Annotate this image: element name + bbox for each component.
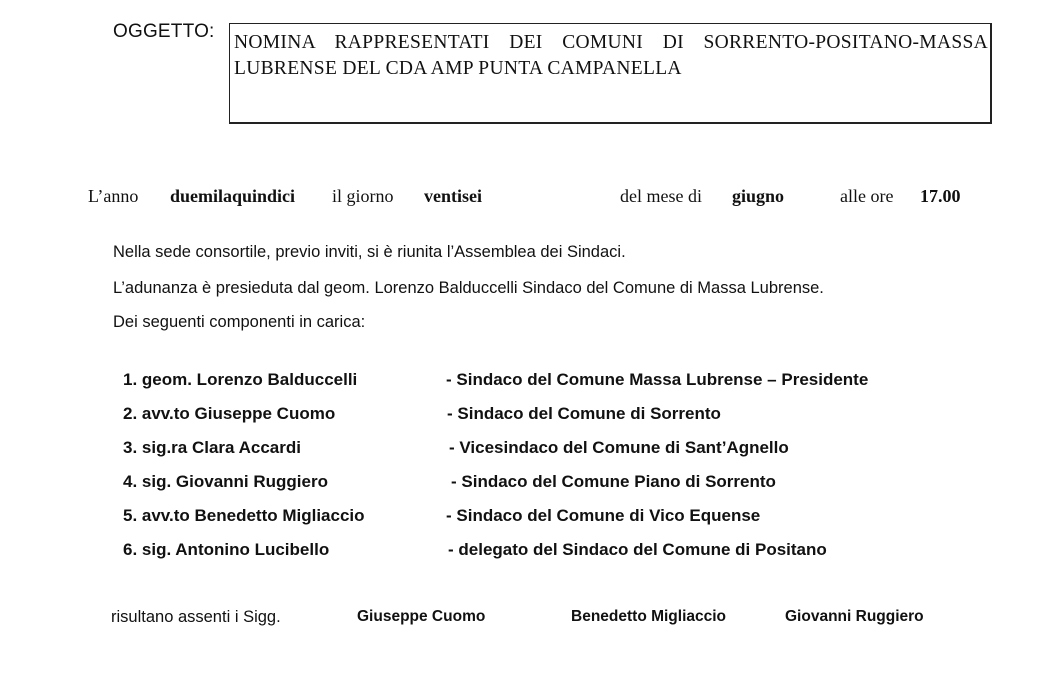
time-label: alle ore bbox=[840, 186, 894, 206]
subject-box bbox=[229, 23, 992, 124]
year-value: duemilaquindici bbox=[170, 186, 296, 206]
member-role: - Vicesindaco del Comune di Sant’Agnello bbox=[449, 438, 789, 457]
absent-label: risultano assenti i Sigg. bbox=[111, 608, 281, 626]
member-role: - Sindaco del Comune di Sorrento bbox=[447, 404, 721, 423]
intro-line-2: L’adunanza è presieduta dal geom. Lorenzo Balduccelli Sindaco del Comune di Massa Lubrense. bbox=[113, 279, 824, 297]
absent-name: Giovanni Ruggiero bbox=[785, 608, 924, 625]
month-label: del mese di bbox=[620, 186, 702, 206]
intro-line-3: Dei seguenti componenti in carica: bbox=[113, 313, 366, 331]
member-name: 5. avv.to Benedetto Migliaccio bbox=[123, 506, 365, 525]
member-name: 6. sig. Antonino Lucibello bbox=[123, 540, 330, 559]
month-value: giugno bbox=[732, 186, 785, 206]
member-role: - Sindaco del Comune Massa Lubrense – Presidente bbox=[446, 370, 869, 389]
absent-name: Benedetto Migliaccio bbox=[571, 608, 727, 625]
subject-text: NOMINA RAPPRESENTATI DEI COMUNI DI SORRENTO-POSITANO-MASSA LUBRENSE DEL CDA AMP PUNTA CAMPANELLA bbox=[234, 32, 988, 79]
member-role: - Sindaco del Comune di Vico Equense bbox=[446, 506, 761, 525]
subject-label: OGGETTO: bbox=[113, 21, 215, 42]
day-label: il giorno bbox=[332, 186, 394, 206]
intro-line-1: Nella sede consortile, previo inviti, si è riunita l’Assemblea dei Sindaci. bbox=[113, 243, 626, 261]
member-name: 4. sig. Giovanni Ruggiero bbox=[123, 472, 328, 491]
time-value: 17.00 bbox=[920, 186, 961, 206]
member-role: - delegato del Sindaco del Comune di Positano bbox=[448, 540, 827, 559]
member-name: 2. avv.to Giuseppe Cuomo bbox=[123, 404, 336, 423]
member-role: - Sindaco del Comune Piano di Sorrento bbox=[451, 472, 776, 491]
absent-name: Giuseppe Cuomo bbox=[357, 608, 486, 625]
year-label: L’anno bbox=[88, 186, 139, 206]
day-value: ventisei bbox=[424, 186, 482, 206]
member-name: 1. geom. Lorenzo Balduccelli bbox=[123, 370, 358, 389]
member-name: 3. sig.ra Clara Accardi bbox=[123, 438, 301, 457]
